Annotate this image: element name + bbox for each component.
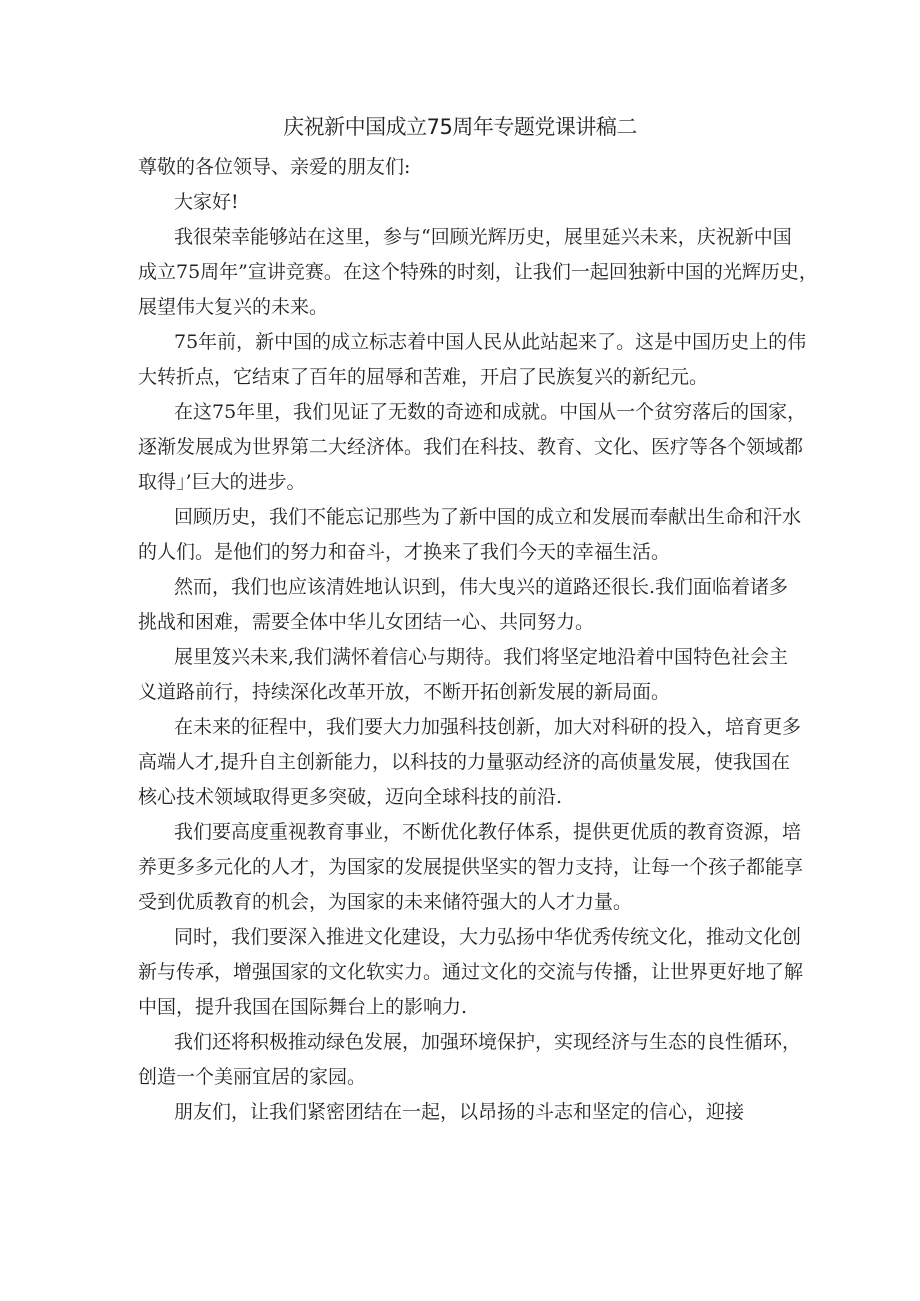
- text-line: 取得」’巨大的进步。: [138, 471, 306, 493]
- text-line: 尊敬的各位领导、亲爱的朋友们:: [138, 156, 411, 178]
- text-line: 大转折点，它结束了百年的屈辱和苦难，开启了民族复兴的新纪元。: [138, 366, 709, 388]
- document-title: 庆祝新中国成立75周年专题党课讲稿二: [283, 115, 637, 139]
- text-line: 回顾历史，我们不能忘记那些为了新中国的成立和发展而奉献出生命和汗水: [174, 506, 802, 528]
- text-line: 的人们。是他们的努力和奋斗，才换来了我们今天的幸福生活。: [138, 541, 671, 563]
- text-line: 然而，我们也应该清姓地认识到，伟大曳兴的道路还很长.我们面临着诸多: [174, 576, 789, 598]
- text-line: 我们要高度重视教育事业，不断优化教仔体系，提供更优质的教育资源，培: [174, 821, 802, 843]
- text-line: 中国，提升我国在国际舞台上的影响力.: [138, 996, 468, 1018]
- text-line: 在这75年里，我们见证了无数的奇迹和成就。中国从一个贫穷落后的国家，: [174, 401, 807, 423]
- text-line: 大家好!: [174, 191, 239, 213]
- text-line: 核心技术领域取得更多突破，迈向全球科技的前沿.: [138, 786, 563, 808]
- document-body: [138, 150, 818, 1130]
- text-line: 展里笈兴未来,我们满怀着信心与期待。我们将坚定地沿着中国特色社会主: [174, 646, 789, 668]
- text-line: 养更多多元化的人才，为国家的发展提供坚实的智力支持，让每一个孩子都能享: [138, 856, 804, 878]
- text-line: 创造一个美丽宜居的家园。: [138, 1066, 367, 1088]
- text-line: 我们还将积极推动绿色发展，加强环境保护，实现经济与生态的良性循环，: [174, 1031, 802, 1053]
- text-line: 义道路前行，持续深化改革开放，不断开拓创新发展的新局面。: [138, 681, 671, 703]
- text-line: 朋友们，让我们紧密团结在一起，以昂扬的斗志和坚定的信心，迎接: [174, 1101, 745, 1123]
- text-line: 在未来的征程中，我们要大力加强科技创新，加大对科研的投入，培育更多: [174, 716, 802, 738]
- text-line: 挑战和困难，需要全体中华儿女团结一心、共同努力。: [138, 611, 595, 633]
- text-line: 75年前，新中国的成立标志着中国人民从此站起来了。这是中国历史上的伟: [174, 331, 807, 353]
- text-line: 高端人才,提升自主创新能力，以科技的力量驱动经济的高侦量发展，使我国在: [138, 751, 791, 773]
- text-line: 同时，我们要深入推进文化建设，大力弘扬中华优秀传统文化，推动文化创: [174, 926, 802, 948]
- text-line: 受到优质教育的机会，为国家的未来储符强大的人才力量。: [138, 891, 633, 913]
- text-line: 我很荣幸能够站在这里，参与“回顾光辉历史，展里延兴未来，庆祝新中国: [174, 226, 792, 248]
- text-line: 成立75周年”宣讲竞赛。在这个特殊的时刻，让我们一起回独新中国的光辉历史，: [138, 261, 818, 283]
- text-line: 新与传承，增强国家的文化软实力。通过文化的交流与传播，让世界更好地了解: [138, 961, 804, 983]
- text-line: 展望伟大复兴的未来。: [138, 296, 329, 318]
- text-line: 逐渐发展成为世界第二大经济体。我们在科技、教育、文化、医疗等各个领域都: [138, 436, 804, 458]
